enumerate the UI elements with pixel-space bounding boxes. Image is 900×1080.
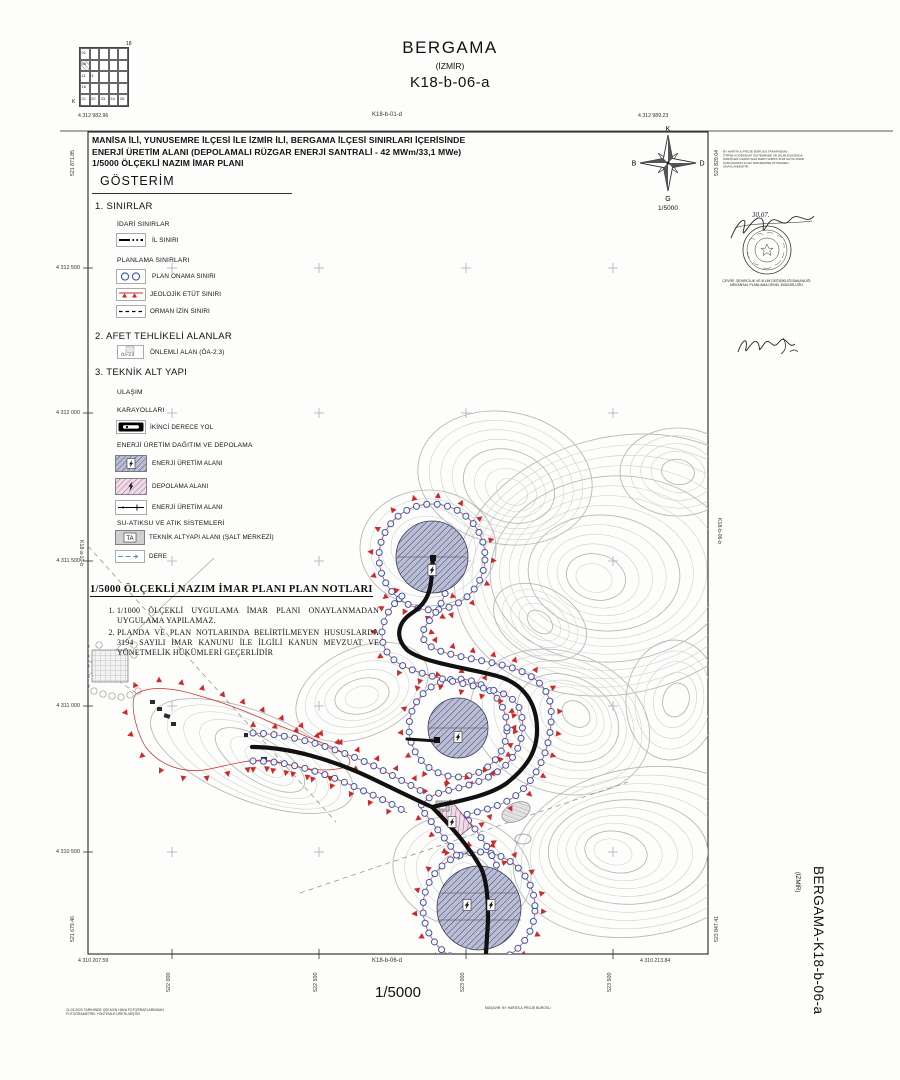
easting-label: 523 500 bbox=[607, 972, 613, 992]
locator-cell bbox=[109, 71, 119, 83]
energy-bolt-symbol bbox=[463, 900, 471, 911]
stamp-org bbox=[695, 279, 838, 287]
ta-symbol-text: TA bbox=[126, 536, 134, 542]
plan-header bbox=[92, 135, 592, 170]
orman-izin-lines bbox=[88, 546, 628, 893]
compass-scale: 1/5000 bbox=[658, 205, 678, 212]
compass-west-label: B bbox=[631, 160, 637, 168]
dere-label: DERE bbox=[149, 553, 168, 560]
sheet-label-right: K18-b-06-b bbox=[716, 518, 722, 544]
enerji-uretim-symbol bbox=[115, 455, 147, 472]
plan-onama-symbol bbox=[116, 269, 146, 284]
footer-consultant: MÜŞAVİR: BY HARİTA & PROJE BÜROSU bbox=[485, 1006, 551, 1010]
enerji-hatti-label: ENERJİ ÜRETİM ALANI bbox=[152, 504, 223, 511]
footer-source-note bbox=[66, 1008, 297, 1016]
ta-symbol bbox=[115, 530, 145, 545]
grid-crosses bbox=[167, 263, 618, 857]
locator-cell: 23 bbox=[99, 94, 109, 106]
ta-label: TEKNİK ALTYAPI ALANI (ŞALT MERKEZİ) bbox=[149, 534, 274, 541]
legend-group-idari: İDARİ SINIRLAR bbox=[117, 221, 170, 228]
energy-bolt-symbol bbox=[454, 732, 462, 743]
orman-izin-symbol bbox=[116, 305, 146, 318]
stamp-date: 30.07. bbox=[752, 211, 770, 219]
compass-north-label: K bbox=[665, 126, 671, 133]
stamp-org-line2: MEKANSAL PLANLAMA GENEL MÜDÜRLÜĞÜ bbox=[730, 283, 803, 287]
locator-cell: 06 bbox=[80, 60, 90, 72]
footer-source-line1: 11.03.2020 TARİHİNDE ÇEKİLEN HAVA FOTOĞRAFLARINDAN bbox=[66, 1008, 164, 1012]
pit-feature bbox=[515, 834, 531, 844]
coord-bottom-right: 4 310 213.84 bbox=[640, 958, 671, 964]
locator-cell bbox=[99, 60, 109, 72]
footer-source-line2: FOTOGRAMETRİK YÖNTEMLE ÜRETİLMİŞTİR. bbox=[66, 1012, 141, 1016]
compass-rose bbox=[632, 126, 705, 203]
locator-cell bbox=[118, 48, 128, 60]
northing-label: 4 312 000 bbox=[56, 410, 80, 416]
enerji-hatti-symbol bbox=[115, 500, 147, 515]
legend-section-3: 3. TEKNİK ALT YAPI bbox=[95, 367, 188, 378]
orman-izin-label: ORMAN İZİN SINIRI bbox=[150, 308, 210, 315]
legend-section-2: 2. AFET TEHLİKELİ ALANLAR bbox=[95, 331, 233, 342]
sheet-label-bottom: K18-b-06-d bbox=[372, 958, 403, 964]
plan-note-2: 2. PLANDA VE PLAN NOTLARINDA BELİRTİLMEYEN HUSUSLARDA 3194 SAYILI İMAR KANUNU İLE İLGİLİ KANUN MEVZUAT VE YÖNETMELİK HÜKÜMLERİ GEÇERLİDİR bbox=[117, 628, 379, 658]
approval-line: ÜRETİLEN 1/1000 HALİHAZIR HARİTA 3194 SAYILI İMAR bbox=[723, 157, 805, 161]
road-end-node bbox=[430, 555, 436, 561]
signature-scribble-2 bbox=[738, 338, 798, 354]
plan-header-line2: ENERJİ ÜRETİM ALANI (DEPOLAMALI RÜZGAR ENERJİ SANTRALİ - 42 MWm/33,1 MWe) bbox=[92, 146, 462, 157]
legend-group-planlama: PLANLAMA SINIRLARI bbox=[117, 257, 190, 264]
locator-corner-label: 18 bbox=[126, 41, 132, 47]
onlemli-alan-symbol-text: ÖA-2.3 bbox=[121, 352, 135, 357]
plan-note-1: 1. 1/1000 ÖLÇEKLİ UYGULAMA İMAR PLANI ONAYLANMADAN UYGULAMA YAPILAMAZ. bbox=[117, 606, 379, 626]
easting-label: 523 000 bbox=[460, 972, 466, 992]
locator-cell bbox=[118, 60, 128, 72]
map-title-province: (İZMİR) bbox=[435, 61, 465, 71]
ikinci-derece-yol-label: İKİNCİ DERECE YOL bbox=[150, 424, 214, 431]
approval-line: ITRF96 KOORDİNAT SİSTEMİNDE VE DİLİM ESASINDA bbox=[723, 153, 803, 158]
locator-cell: 25 bbox=[118, 94, 128, 106]
road-end-node bbox=[434, 737, 440, 743]
legend-group-karayollari: KARAYOLLARI bbox=[117, 407, 165, 414]
locator-cell bbox=[90, 60, 100, 72]
map-title-sheet: K18-b-06-a bbox=[409, 74, 491, 91]
legend-group-enerji: ENERJİ ÜRETİM DAĞITIM VE DEPOLAMA bbox=[117, 442, 253, 449]
locator-cell bbox=[90, 48, 100, 60]
il-siniri-symbol bbox=[116, 233, 146, 247]
coord-right-edge-bottom: 523 847.41 bbox=[714, 916, 720, 942]
dere-symbol bbox=[115, 550, 145, 563]
depolama-label: DEPOLAMA ALANI bbox=[152, 483, 209, 490]
sheet-locator-grid bbox=[79, 47, 129, 107]
turbine-site-2 bbox=[428, 698, 488, 758]
northing-label: 4 311 000 bbox=[56, 703, 80, 709]
plan-header-line1: MANİSA İLİ, YUNUSEMRE İLÇESİ İLE İZMİR İLİ, BERGAMA İLÇESİ SINIRLARI İÇERİSİNDE bbox=[92, 135, 466, 145]
compass-east-label: D bbox=[699, 160, 705, 168]
locator-cell: 24 bbox=[109, 94, 119, 106]
approval-line: ONAYLANMIŞTIR. bbox=[723, 165, 749, 169]
locator-cell: 01 bbox=[80, 48, 90, 60]
locator-cell bbox=[90, 83, 100, 95]
locator-cell: 21 bbox=[80, 94, 90, 106]
jeolojik-etut-symbol bbox=[116, 288, 146, 301]
side-title: BERGAMA-K18-b-06-a bbox=[811, 866, 826, 1015]
coord-right-edge-top: 523 829.04 bbox=[714, 150, 720, 176]
onlemli-alan-label: ÖNLEMLİ ALAN (ÖA-2.3) bbox=[150, 349, 225, 356]
locator-cell bbox=[118, 83, 128, 95]
plan-onama-label: PLAN ONAMA SINIRI bbox=[152, 273, 216, 280]
locator-cell bbox=[99, 83, 109, 95]
northing-label: 4 312 500 bbox=[56, 265, 80, 271]
signature-scribble bbox=[731, 211, 814, 238]
sheet-label-left: K18-a-10-b bbox=[78, 540, 84, 566]
northing-label: 4 311 500 bbox=[56, 558, 80, 564]
legend-group-su: SU-ATIKSU VE ATIK SİSTEMLERİ bbox=[117, 520, 225, 527]
approval-text bbox=[723, 150, 833, 169]
enerji-uretim-label: ENERJİ ÜRETİM ALANI bbox=[152, 460, 223, 467]
locator-cell bbox=[99, 48, 109, 60]
scale-text: 1/5000 bbox=[375, 984, 421, 1001]
locator-cell bbox=[118, 71, 128, 83]
coord-top-right: 4 312 989.23 bbox=[638, 113, 669, 119]
jeolojik-etut-label: JEOLOJİK ETÜT SINIRI bbox=[150, 291, 222, 298]
plan-header-line3: 1/5000 ÖLÇEKLİ NAZIM İMAR PLANI bbox=[92, 158, 244, 168]
ikinci-derece-yol-symbol bbox=[116, 420, 146, 434]
map-title: BERGAMA bbox=[402, 38, 498, 57]
approval-line: BY HARİTA & PROJE BÜROSU TARAFINDAN bbox=[723, 150, 788, 154]
approval-stamp bbox=[743, 226, 791, 274]
locator-cell bbox=[109, 83, 119, 95]
coord-left-edge-top: 521 871.85 bbox=[70, 150, 76, 176]
coord-left-edge-bottom: 521 679.46 bbox=[70, 916, 76, 942]
locator-cell bbox=[109, 60, 119, 72]
energy-bolt-symbol bbox=[428, 565, 436, 576]
locator-cell: 22 bbox=[90, 94, 100, 106]
easting-label: 522 500 bbox=[313, 972, 319, 992]
legend-section-1: 1. SINIRLAR bbox=[95, 201, 153, 212]
locator-cell: 11 bbox=[80, 71, 90, 83]
coord-bottom-left: 4 310 207.59 bbox=[78, 958, 109, 964]
stamp-org-line1: ÇEVRE, ŞEHİRCİLİK VE İKLİM DEĞİŞİKLİĞİ BAKANLIĞI bbox=[722, 279, 811, 283]
plan-notes-title: 1/5000 ÖLÇEKLİ NAZIM İMAR PLANI PLAN NOTLARI bbox=[90, 584, 373, 595]
energy-bolt-symbol bbox=[487, 900, 495, 911]
locator-cell bbox=[109, 48, 119, 60]
legend-group-ulasim: ULAŞIM bbox=[117, 389, 143, 396]
sheet-label-top: K18-b-01-d bbox=[372, 112, 403, 118]
legend-title-text: GÖSTERİM bbox=[100, 174, 175, 188]
northing-label: 4 310 500 bbox=[56, 849, 80, 855]
depolama-symbol bbox=[115, 478, 147, 495]
energy-bolt-symbol bbox=[448, 817, 456, 828]
plan-notes-list bbox=[103, 606, 379, 660]
locator-cell: 16 bbox=[80, 83, 90, 95]
turbine-site-3 bbox=[437, 866, 521, 950]
locator-k-label: K bbox=[72, 99, 76, 105]
il-siniri-label: İL SINIRI bbox=[152, 237, 179, 244]
legend-title bbox=[92, 172, 292, 194]
compass-south-label: G bbox=[665, 196, 671, 203]
approval-line: KANUNUNUN İLGİLİ MADDESİNE İSTİNADEN bbox=[723, 161, 789, 165]
locator-cell bbox=[99, 71, 109, 83]
locator-cell: 3 bbox=[90, 71, 100, 83]
side-title-sub: (İZMİR) bbox=[794, 872, 800, 893]
coord-top-left: 4 312 982.96 bbox=[78, 113, 109, 119]
easting-label: 522 000 bbox=[166, 972, 172, 992]
